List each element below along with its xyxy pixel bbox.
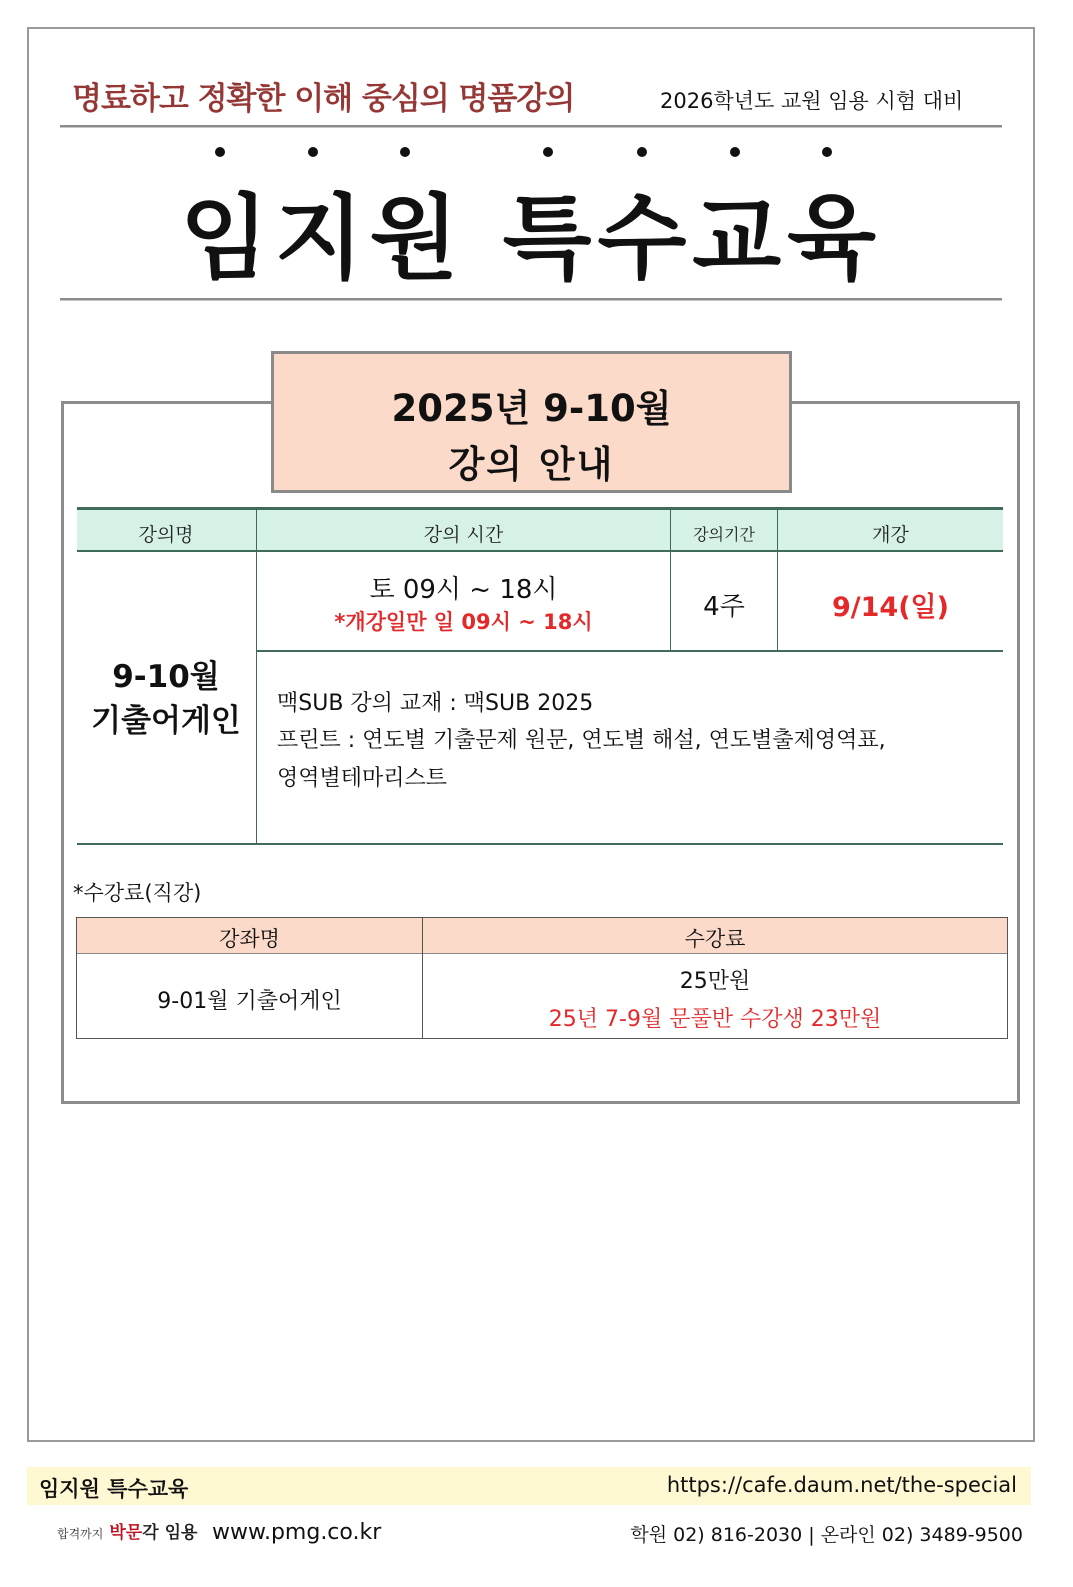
- emphasis-dot: [637, 147, 647, 157]
- fee-course-name: 9-01월 기출어게인: [157, 989, 342, 1014]
- notice-title-box: [271, 351, 792, 493]
- notice-title-line2: 강의 안내: [448, 443, 615, 486]
- contact-info: 학원 02) 816-2030 | 온라인 02) 3489-9500: [630, 1524, 1023, 1546]
- header-time: 강의 시간: [423, 524, 504, 546]
- logo-brand-suffix: 각: [142, 1523, 159, 1543]
- materials-line: 영역별테마리스트: [277, 766, 448, 791]
- emphasis-dot: [308, 147, 318, 157]
- exam-label: 2026학년도 교원 임용 시험 대비: [660, 89, 964, 113]
- top-divider: [60, 125, 1002, 128]
- class-time: 토 09시 ~ 18시: [369, 575, 558, 605]
- publisher-logo: [57, 1518, 197, 1543]
- fee-header-price: 수강료: [684, 927, 746, 951]
- fee-discount: 25년 7-9월 문풀반 수강생 23만원: [548, 1007, 882, 1032]
- emphasis-dot: [822, 147, 832, 157]
- footer-name: 임지원 특수교육: [39, 1477, 189, 1501]
- table-bottom-rule: [77, 843, 1003, 845]
- fee-table: [76, 917, 1008, 1039]
- col-divider: [256, 507, 257, 844]
- materials-line: 맥SUB 강의 교재 : 맥SUB 2025: [277, 691, 594, 716]
- materials-line: 프린트 : 연도별 기출문제 원문, 연도별 해설, 연도별출제영역표,: [277, 728, 886, 753]
- header-course: 강의명: [138, 524, 194, 546]
- logo-brand: 박문: [109, 1523, 143, 1543]
- page-title: 임지원 특수교육: [179, 185, 883, 292]
- notice-title-line1: 2025년 9-10월: [391, 387, 672, 430]
- slogan: 명료하고 정확한 이해 중심의 명품강의: [72, 81, 575, 117]
- class-time-note: *개강일만 일 09시 ~ 18시: [334, 610, 593, 634]
- emphasis-dot: [400, 147, 410, 157]
- open-date: 9/14(일): [832, 592, 949, 623]
- footer-bar: [27, 1467, 1031, 1505]
- footer-url[interactable]: https://cafe.daum.net/the-special: [666, 1473, 1017, 1497]
- fee-label: *수강료(직강): [73, 881, 202, 905]
- logo-tagline: 합격까지: [57, 1527, 104, 1541]
- website-link[interactable]: www.pmg.co.kr: [212, 1520, 382, 1545]
- schedule-header-row: [77, 507, 1003, 552]
- title-divider: [60, 298, 1002, 301]
- fee-header-course: 강좌명: [219, 927, 280, 951]
- header-period: 강의기간: [693, 525, 755, 544]
- col-divider: [777, 507, 778, 651]
- course-name-line2: 기출어게인: [91, 703, 241, 739]
- logo-brand-label: 임용: [164, 1523, 198, 1543]
- emphasis-dots: [0, 147, 1073, 161]
- fee-price: 25만원: [679, 969, 751, 994]
- emphasis-dot: [730, 147, 740, 157]
- emphasis-dot: [215, 147, 225, 157]
- col-divider: [670, 507, 671, 651]
- row-divider: [256, 650, 1003, 652]
- header-open: 개강: [872, 524, 909, 546]
- fee-header-row: [77, 918, 1007, 954]
- course-name: [77, 655, 255, 743]
- course-period: 4주: [703, 592, 745, 622]
- emphasis-dot: [543, 147, 553, 157]
- course-name-line1: 9-10월: [112, 659, 220, 695]
